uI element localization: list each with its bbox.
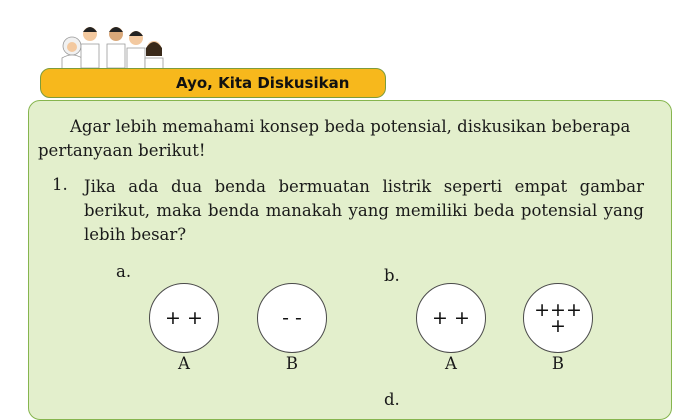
question-text: Jika ada dua benda bermuatan listrik seperti empat gambar berikut, maka benda manakah yang memiliki beda potensial yang lebih besar?: [84, 177, 644, 244]
object-label: B: [551, 354, 565, 373]
charge-circle-a2: [257, 283, 327, 353]
charge-circle-b2: [523, 283, 593, 353]
option-d-label: d.: [384, 390, 400, 409]
charge-circle-b1: [416, 283, 486, 353]
intro-paragraph: Agar lebih memahami konsep beda potensial, diskusikan beberapa pertanyaan berikut!: [38, 117, 631, 160]
object-label: A: [178, 354, 190, 373]
charge-symbols-bottom: +: [550, 315, 566, 337]
option-b-label: b.: [384, 266, 400, 285]
question-number: 1.: [52, 175, 68, 194]
object-label: B: [285, 354, 299, 373]
section-title: Ayo, Kita Diskusikan: [176, 74, 350, 92]
object-label: A: [445, 354, 457, 373]
charge-circle-a1: [149, 283, 219, 353]
charge-symbols: + +: [432, 307, 470, 329]
option-a-label: a.: [116, 262, 132, 281]
charge-symbols: + +: [165, 307, 203, 329]
section-banner: [40, 68, 386, 98]
charge-symbols-top: +++: [534, 299, 582, 321]
charge-symbols: - -: [282, 307, 302, 329]
